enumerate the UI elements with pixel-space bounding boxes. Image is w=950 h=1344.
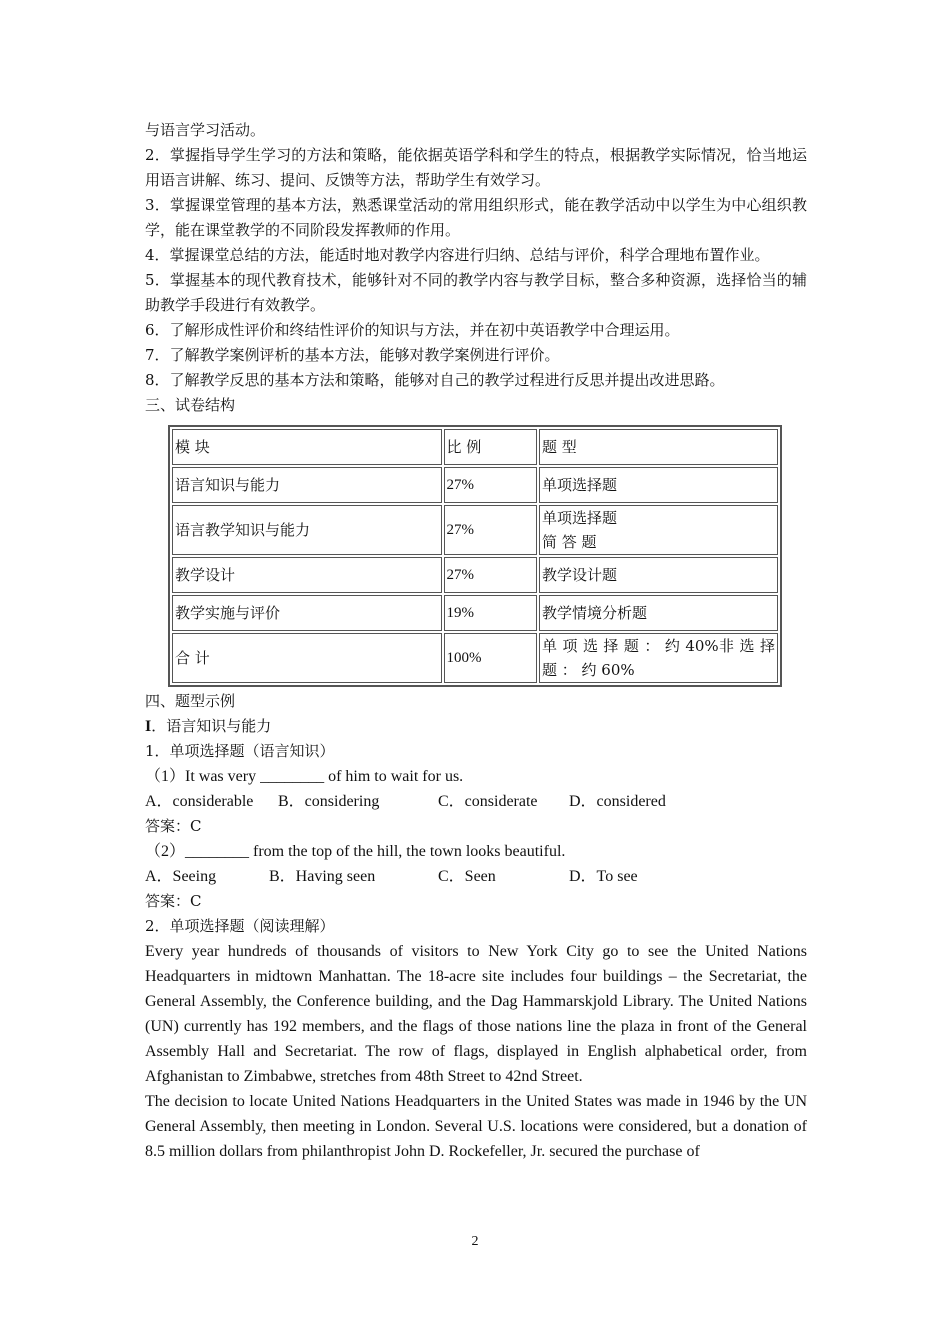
question-stem: （1）It was very ________ of him to wait for us.	[145, 768, 464, 785]
option: B．considering	[278, 793, 380, 810]
row-type: 教学情境分析题	[539, 595, 778, 631]
row-type	[539, 505, 778, 555]
row-module: 语言知识与能力	[172, 467, 442, 503]
row-ratio: 27%	[444, 505, 537, 555]
objective-item-6: 6．了解形成性评价和终结性评价的知识与方法，并在初中英语教学中合理运用。	[145, 321, 680, 339]
objective-item-8: 8．了解教学反思的基本方法和策略，能够对自己的教学过程进行反思并提出改进思路。	[145, 371, 725, 389]
section-heading-question-examples: 四、题型示例	[145, 692, 236, 710]
answer-options	[145, 789, 807, 814]
option: A．Seeing	[145, 868, 217, 885]
row-module: 语言教学知识与能力	[172, 505, 442, 555]
page-content	[145, 118, 807, 1164]
answer-key: 答案：C	[145, 892, 202, 910]
row-ratio: 27%	[444, 467, 537, 503]
part-heading	[145, 714, 807, 739]
header-type: 题 型	[539, 429, 778, 465]
row-type: 单 项 选 择 题 ： 约 40%非 选 择 题 ： 约 60%	[539, 633, 778, 683]
option: B．Having seen	[269, 868, 376, 885]
question-type-heading: 2．单项选择题（阅读理解）	[145, 917, 335, 935]
table-row	[172, 505, 778, 555]
section-heading-exam-structure: 三、试卷结构	[145, 396, 236, 414]
row-module: 教学实施与评价	[172, 595, 442, 631]
row-ratio: 100%	[444, 633, 537, 683]
table-row	[172, 595, 778, 631]
answer-key: 答案：C	[145, 817, 202, 835]
option: A．considerable	[145, 793, 254, 810]
table-row	[172, 557, 778, 593]
table-header-row	[172, 429, 778, 465]
reading-passage-paragraph: The decision to locate United Nations Headquarters in the United States was made in 1946 by the UN General Assembly, then meeting in London. Several U.S. locations were considered, but a donation of 8.5 million dollars from philanthropist John D. Rockefeller, Jr. secured the purchase of	[145, 1093, 807, 1160]
part-title: ．语言知识与能力	[151, 717, 272, 735]
row-type-line: 单项选择题	[541, 509, 617, 527]
header-module: 模 块	[172, 429, 442, 465]
page-number: 2	[471, 1234, 479, 1249]
exam-structure-table	[168, 425, 782, 687]
objective-line: 与语言学习活动。	[145, 121, 266, 139]
objective-item-5: 5．掌握基本的现代教育技术，能够针对不同的教学内容与教学目标，整合多种资源，选择恰当的辅助教学手段进行有效教学。	[145, 271, 807, 314]
objective-item-2: 2．掌握指导学生学习的方法和策略，能依据英语学科和学生的特点，根据教学实际情况，恰当地运用语言讲解、练习、提问、反馈等方法，帮助学生有效学习。	[145, 146, 807, 189]
option: D．To see	[569, 868, 638, 885]
table-row-total	[172, 633, 778, 683]
row-type: 单项选择题	[539, 467, 778, 503]
table-row	[172, 467, 778, 503]
option: C．Seen	[438, 868, 496, 885]
objective-item-3: 3．掌握课堂管理的基本方法，熟悉课堂活动的常用组织形式，能在教学活动中以学生为中心组织教学，能在课堂教学的不同阶段发挥教师的作用。	[145, 196, 807, 239]
header-ratio: 比 例	[444, 429, 537, 465]
row-type-line: 简 答 题	[541, 533, 597, 551]
row-module: 合 计	[172, 633, 442, 683]
objective-item-7: 7．了解教学案例评析的基本方法，能够对教学案例进行评价。	[145, 346, 560, 364]
answer-options	[145, 864, 807, 889]
part-numeral: I	[145, 718, 152, 735]
question-stem: （2）________ from the top of the hill, the town looks beautiful.	[145, 843, 566, 860]
objective-item-4: 4．掌握课堂总结的方法，能适时地对教学内容进行归纳、总结与评价，科学合理地布置作业。	[145, 246, 770, 264]
reading-passage-paragraph: Every year hundreds of thousands of visitors to New York City go to see the United Nations Headquarters in midtown Manhattan. The 18-acre site includes four buildings – the Secretariat, the General Assembly, the Conference building, and the Dag Hammarskjold Library. The United Nations (UN) currently has 192 members, and the flags of those nations line the plaza in front of the General Assembly Hall and Secretariat. The row of flags, displayed in English alphabetical order, from Afghanistan to Zimbabwe, stretches from 48th Street to 42nd Street.	[145, 943, 807, 1085]
row-type: 教学设计题	[539, 557, 778, 593]
row-ratio: 27%	[444, 557, 537, 593]
option: D．considered	[569, 793, 666, 810]
row-ratio: 19%	[444, 595, 537, 631]
row-module: 教学设计	[172, 557, 442, 593]
option: C．considerate	[438, 793, 538, 810]
question-type-heading: 1．单项选择题（语言知识）	[145, 742, 335, 760]
